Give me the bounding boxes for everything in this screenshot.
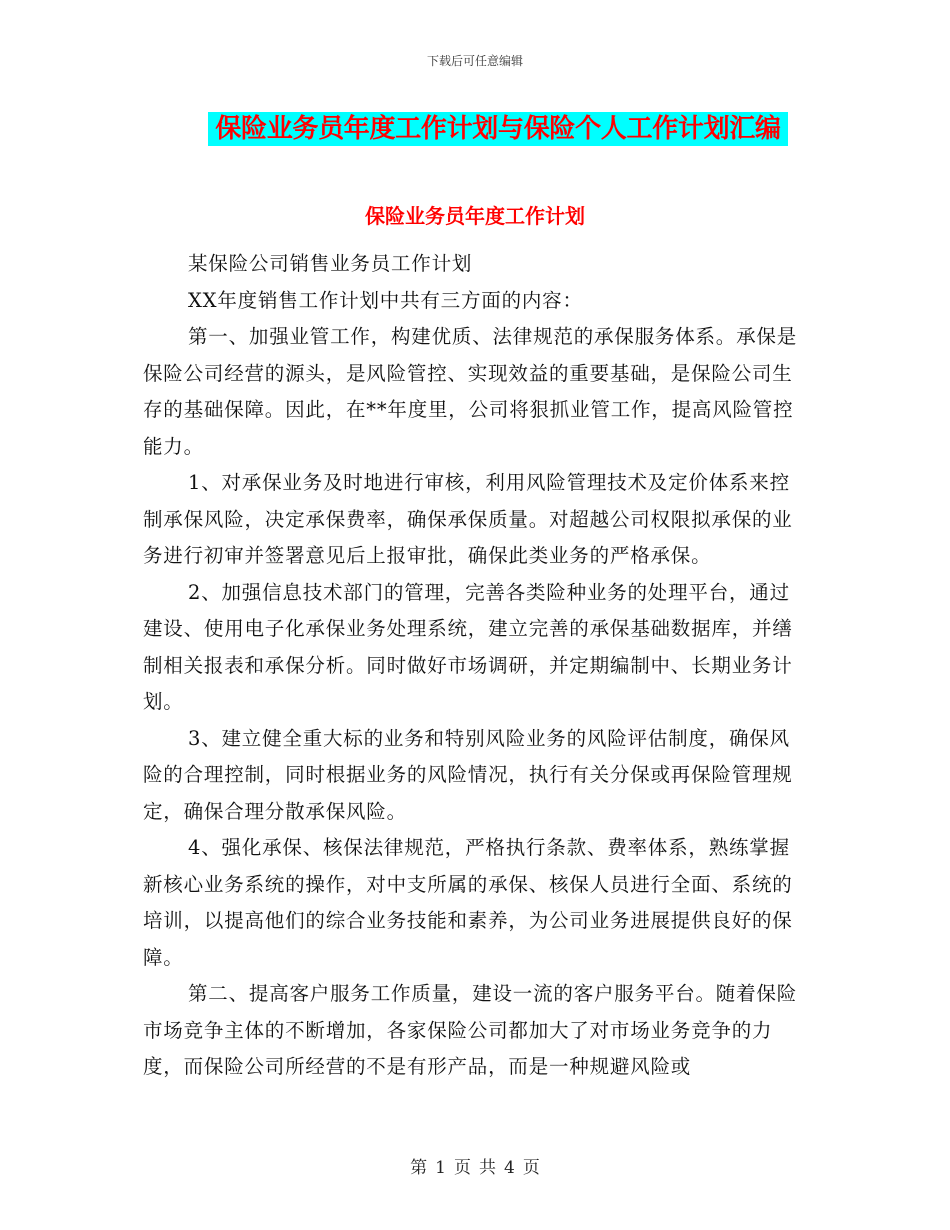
- footer-label-total-unit: 页: [522, 1158, 540, 1178]
- header-note: 下载后可任意编辑: [426, 54, 523, 68]
- paragraph-item-1: 1、对承保业务及时地进行审核，利用风险管理技术及定价体系来控制承保风险，决定承保费率，确保承保质量。对超越公司权限拟承保的业务进行初审并签署意见后上报审批，确保此类业务的严格承保。: [143, 471, 793, 567]
- paragraph-item-3: 3、建立健全重大标的业务和特别风险业务的风险评估制度，确保风险的合理控制，同时根据业务的风险情况，执行有关分保或再保险管理规定，确保合理分散承保风险。: [143, 726, 793, 823]
- paragraph-section-two: 第二、提高客户服务工作质量，建设一流的客户服务平台。随着保险市场竞争主体的不断增加，各家保险公司都加大了对市场业务竞争的力度，而保险公司所经营的不是有形产品，而是一种规避风险或: [143, 982, 798, 1078]
- document-main-title: 保险业务员年度工作计划与保险个人工作计划汇编: [208, 112, 788, 146]
- paragraph-item-4: 4、强化承保、核保法律规范，严格执行条款、费率体系，熟练掌握新核心业务系统的操作，对中支所属的承保、核保人员进行全面、系统的培训，以提高他们的综合业务技能和素养，为公司业务进展提供良好的保障。: [143, 836, 793, 969]
- total-pages-number: 4: [504, 1158, 515, 1178]
- document-body: [143, 246, 803, 1086]
- footer-label-total: 共: [479, 1158, 496, 1178]
- page-footer: [0, 1153, 950, 1178]
- paragraph-overview: XX年度销售工作计划中共有三方面的内容：: [188, 288, 583, 312]
- paragraph-section-one: 第一、加强业管工作，构建优质、法律规范的承保服务体系。承保是保险公司经营的源头，是风险管控、实现效益的重要基础，是保险公司生存的基础保障。因此，在**年度里，公司将狠抓业管工作，提高风险管控能力。: [143, 325, 798, 458]
- paragraph-item-2: 2、加强信息技术部门的管理，完善各类险种业务的处理平台，通过建设、使用电子化承保业务处理系统，建立完善的承保基础数据库，并缮制相关报表和承保分析。同时做好市场调研，并定期编制中、长期业务计划。: [143, 580, 793, 713]
- current-page-number: 1: [435, 1158, 446, 1178]
- section-title: 保险业务员年度工作计划: [365, 204, 585, 228]
- footer-label-page: 第: [410, 1158, 428, 1178]
- paragraph-intro: 某保险公司销售业务员工作计划: [188, 252, 473, 275]
- footer-label-page-unit: 页: [454, 1158, 471, 1178]
